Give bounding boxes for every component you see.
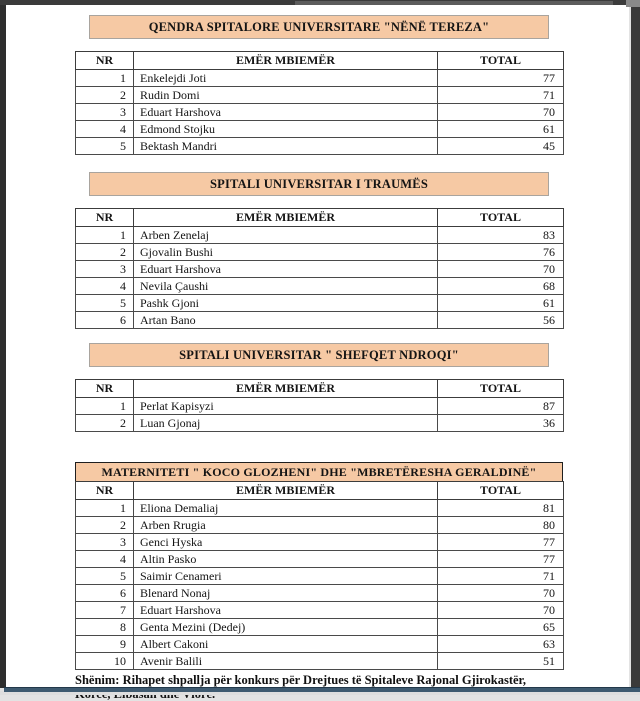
table-row bbox=[76, 636, 564, 653]
column-header-nr: NR bbox=[76, 482, 134, 500]
cell-nr: 1 bbox=[76, 500, 134, 517]
cell-name: Bektash Mandri bbox=[134, 138, 438, 155]
cell-total: 70 bbox=[438, 261, 564, 278]
table-row bbox=[76, 87, 564, 104]
cell-nr: 4 bbox=[76, 551, 134, 568]
cell-nr: 5 bbox=[76, 568, 134, 585]
column-header-nr: NR bbox=[76, 52, 134, 70]
cell-name: Eduart Harshova bbox=[134, 104, 438, 121]
cell-total: 71 bbox=[438, 87, 564, 104]
section-title-band: SPITALI UNIVERSITAR I TRAUMËS bbox=[89, 172, 549, 196]
table-header-row bbox=[76, 482, 564, 500]
cell-total: 77 bbox=[438, 534, 564, 551]
cell-nr: 7 bbox=[76, 602, 134, 619]
cell-name: Gjovalin Bushi bbox=[134, 244, 438, 261]
cell-total: 70 bbox=[438, 585, 564, 602]
section-title-band: SPITALI UNIVERSITAR " SHEFQET NDROQI" bbox=[89, 343, 549, 367]
cell-nr: 2 bbox=[76, 87, 134, 104]
cell-name: Genci Hyska bbox=[134, 534, 438, 551]
cell-name: Arben Zenelaj bbox=[134, 227, 438, 244]
document-page bbox=[6, 5, 629, 687]
cell-nr: 5 bbox=[76, 295, 134, 312]
cell-nr: 9 bbox=[76, 636, 134, 653]
cell-name: Eliona Demaliaj bbox=[134, 500, 438, 517]
cell-total: 87 bbox=[438, 398, 564, 415]
table-header-row bbox=[76, 380, 564, 398]
window-bottom-border bbox=[4, 687, 640, 692]
cell-name: Pashk Gjoni bbox=[134, 295, 438, 312]
table-row bbox=[76, 415, 564, 432]
column-header-name: EMËR MBIEMËR bbox=[134, 52, 438, 70]
cell-nr: 3 bbox=[76, 261, 134, 278]
cell-total: 70 bbox=[438, 104, 564, 121]
cell-total: 80 bbox=[438, 517, 564, 534]
cell-name: Eduart Harshova bbox=[134, 261, 438, 278]
cell-name: Arben Rrugia bbox=[134, 517, 438, 534]
table-row bbox=[76, 121, 564, 138]
cell-name: Perlat Kapisyzi bbox=[134, 398, 438, 415]
table-row bbox=[76, 568, 564, 585]
section-title-band: MATERNITETI " KOCO GLOZHENI" DHE "MBRETËRESHA GERALDINË" bbox=[75, 462, 563, 481]
cell-nr: 3 bbox=[76, 104, 134, 121]
footnote-line-1: Shënim: Rihapet shpallja për konkurs për Drejtues të Spitaleve Rajonal Gjirokastër, bbox=[75, 673, 527, 687]
cell-nr: 1 bbox=[76, 70, 134, 87]
cell-nr: 2 bbox=[76, 517, 134, 534]
cell-name: Saimir Cenameri bbox=[134, 568, 438, 585]
column-header-nr: NR bbox=[76, 209, 134, 227]
window-top-right-corner bbox=[626, 0, 640, 7]
cell-total: 68 bbox=[438, 278, 564, 295]
cell-name: Luan Gjonaj bbox=[134, 415, 438, 432]
cell-nr: 8 bbox=[76, 619, 134, 636]
cell-total: 36 bbox=[438, 415, 564, 432]
hospital-section bbox=[75, 15, 563, 155]
cell-total: 61 bbox=[438, 121, 564, 138]
column-header-total: TOTAL bbox=[438, 380, 564, 398]
cell-total: 83 bbox=[438, 227, 564, 244]
cell-nr: 1 bbox=[76, 227, 134, 244]
cell-nr: 4 bbox=[76, 121, 134, 138]
hospital-section bbox=[75, 462, 563, 670]
cell-name: Artan Bano bbox=[134, 312, 438, 329]
cell-nr: 2 bbox=[76, 415, 134, 432]
cell-nr: 2 bbox=[76, 244, 134, 261]
sections-container bbox=[75, 15, 563, 670]
cell-total: 81 bbox=[438, 500, 564, 517]
table-row bbox=[76, 517, 564, 534]
document-content bbox=[75, 5, 563, 701]
hospital-section bbox=[75, 172, 563, 329]
score-table bbox=[75, 208, 564, 329]
table-row bbox=[76, 653, 564, 670]
cell-nr: 5 bbox=[76, 138, 134, 155]
table-row bbox=[76, 244, 564, 261]
table-header-row bbox=[76, 52, 564, 70]
cell-name: Enkelejdi Joti bbox=[134, 70, 438, 87]
cell-nr: 3 bbox=[76, 534, 134, 551]
cell-total: 61 bbox=[438, 295, 564, 312]
cell-nr: 10 bbox=[76, 653, 134, 670]
table-row bbox=[76, 398, 564, 415]
column-header-name: EMËR MBIEMËR bbox=[134, 209, 438, 227]
table-header-row bbox=[76, 209, 564, 227]
table-row bbox=[76, 602, 564, 619]
table-row bbox=[76, 585, 564, 602]
score-table bbox=[75, 51, 564, 155]
cell-nr: 4 bbox=[76, 278, 134, 295]
cell-name: Altin Pasko bbox=[134, 551, 438, 568]
table-row bbox=[76, 619, 564, 636]
cell-total: 77 bbox=[438, 70, 564, 87]
cell-total: 70 bbox=[438, 602, 564, 619]
table-row bbox=[76, 227, 564, 244]
table-row bbox=[76, 295, 564, 312]
table-row bbox=[76, 534, 564, 551]
cell-total: 51 bbox=[438, 653, 564, 670]
cell-total: 45 bbox=[438, 138, 564, 155]
column-header-nr: NR bbox=[76, 380, 134, 398]
cell-nr: 6 bbox=[76, 585, 134, 602]
table-row bbox=[76, 104, 564, 121]
window-right-edge bbox=[631, 0, 640, 688]
score-table bbox=[75, 379, 564, 432]
cell-name: Rudin Domi bbox=[134, 87, 438, 104]
table-row bbox=[76, 500, 564, 517]
column-header-name: EMËR MBIEMËR bbox=[134, 380, 438, 398]
cell-total: 77 bbox=[438, 551, 564, 568]
cell-total: 63 bbox=[438, 636, 564, 653]
cell-name: Nevila Çaushi bbox=[134, 278, 438, 295]
cell-total: 76 bbox=[438, 244, 564, 261]
section-title-band: QENDRA SPITALORE UNIVERSITARE "NËNË TEREZA" bbox=[89, 15, 549, 39]
column-header-name: EMËR MBIEMËR bbox=[134, 482, 438, 500]
cell-nr: 6 bbox=[76, 312, 134, 329]
hospital-section bbox=[75, 343, 563, 432]
cell-name: Albert Cakoni bbox=[134, 636, 438, 653]
cell-name: Avenir Balili bbox=[134, 653, 438, 670]
score-table bbox=[75, 481, 564, 670]
window-left-edge bbox=[0, 0, 6, 688]
cell-nr: 1 bbox=[76, 398, 134, 415]
cell-total: 71 bbox=[438, 568, 564, 585]
column-header-total: TOTAL bbox=[438, 209, 564, 227]
cell-name: Genta Mezini (Dedej) bbox=[134, 619, 438, 636]
table-row bbox=[76, 551, 564, 568]
table-row bbox=[76, 261, 564, 278]
cell-total: 65 bbox=[438, 619, 564, 636]
table-row bbox=[76, 278, 564, 295]
cell-total: 56 bbox=[438, 312, 564, 329]
cell-name: Eduart Harshova bbox=[134, 602, 438, 619]
table-row bbox=[76, 312, 564, 329]
cell-name: Edmond Stojku bbox=[134, 121, 438, 138]
column-header-total: TOTAL bbox=[438, 482, 564, 500]
table-row bbox=[76, 70, 564, 87]
table-row bbox=[76, 138, 564, 155]
window-top-edge bbox=[0, 0, 640, 5]
column-header-total: TOTAL bbox=[438, 52, 564, 70]
top-scrollbar-thumb[interactable] bbox=[295, 1, 613, 5]
cell-name: Blenard Nonaj bbox=[134, 585, 438, 602]
